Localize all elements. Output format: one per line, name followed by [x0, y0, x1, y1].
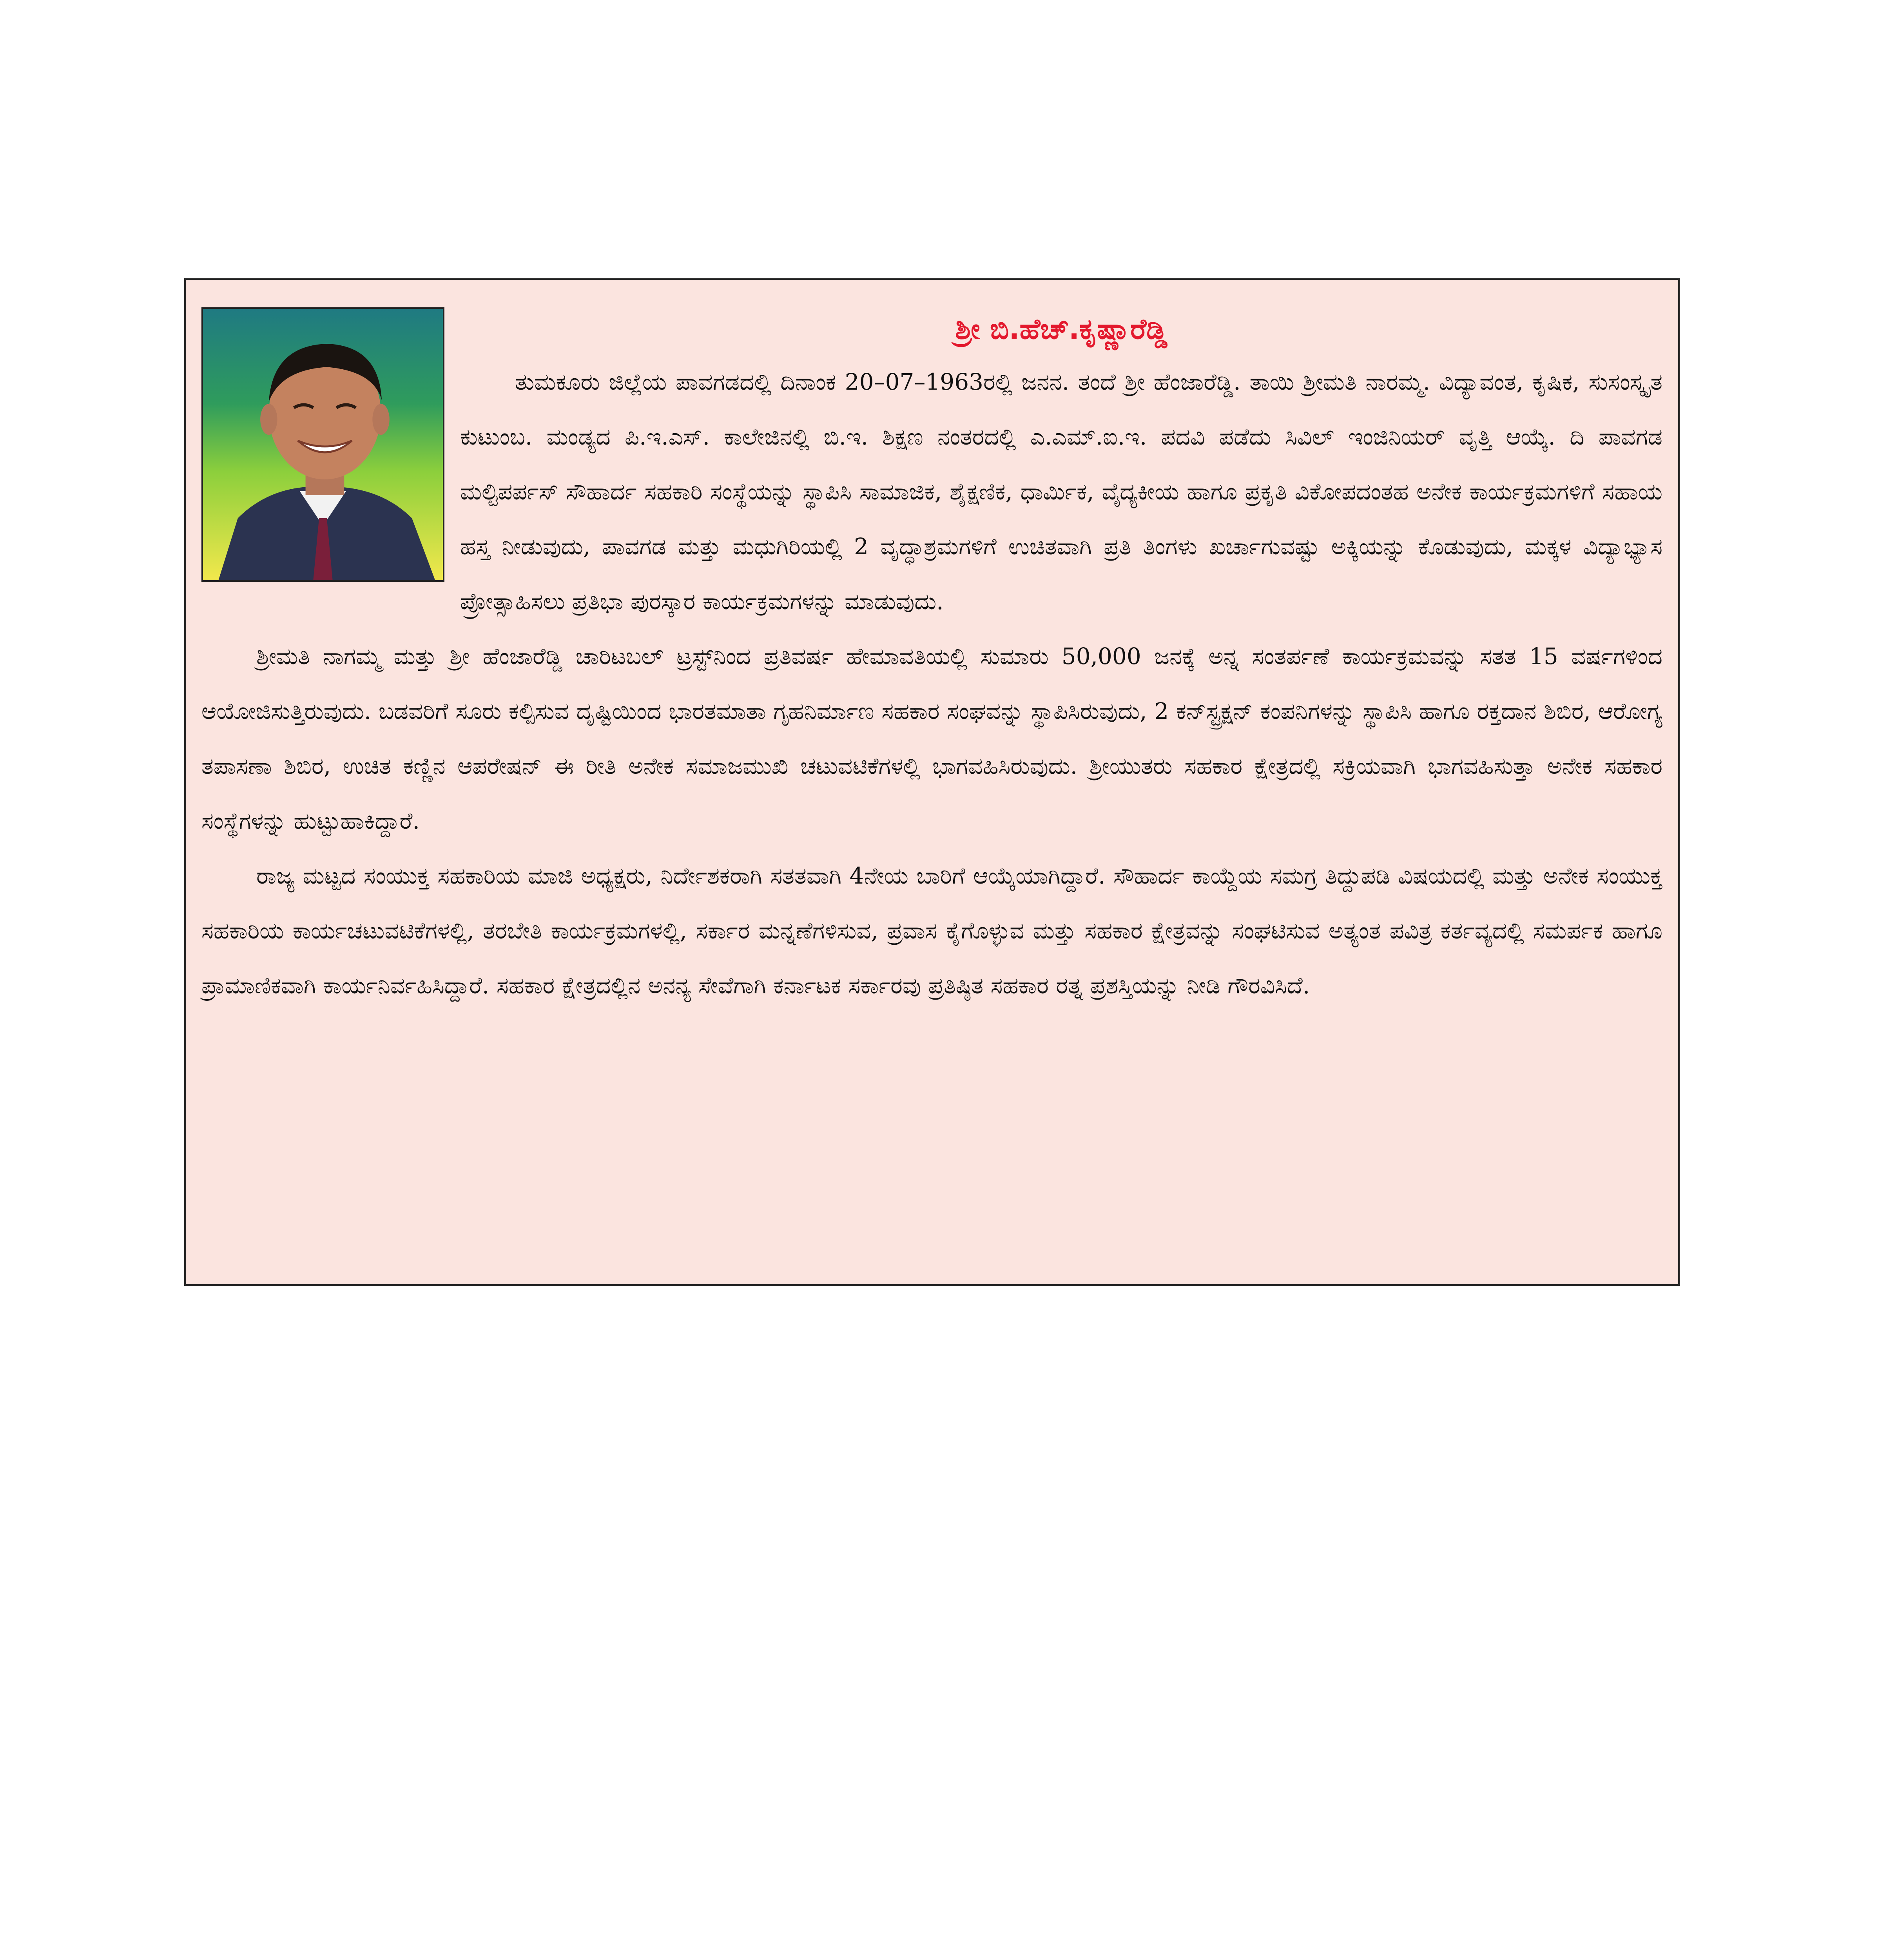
portrait-photo — [201, 307, 444, 582]
bio-paragraph-1: ತುಮಕೂರು ಜಿಲ್ಲೆಯ ಪಾವಗಡದಲ್ಲಿ ದಿನಾಂಕ 20–07–1963ರಲ್ಲಿ ಜನನ. ತಂದೆ ಶ್ರೀ ಹೆಂಜಾರೆಡ್ಡಿ. ತಾಯಿ ಶ್ರೀಮತಿ ನಾರಮ್ಮ. ವಿದ್ಯಾವಂತ, ಕೃಷಿಕ, ಸುಸಂಸ್ಕೃತ ಕುಟುಂಬ. ಮಂಡ್ಯದ ಪಿ.ಇ.ಎಸ್. ಕಾಲೇಜಿನಲ್ಲಿ ಬಿ.ಇ. ಶಿಕ್ಷಣ ನಂತರದಲ್ಲಿ ಎ.ಎಮ್.ಐ.ಇ. ಪದವಿ ಪಡೆದು ಸಿವಿಲ್ ಇಂಜಿನಿಯರ್ ವೃತ್ತಿ ಆಯ್ಕೆ. ದಿ ಪಾವಗಡ ಮಲ್ಟಿಪರ್ಪಸ್ ಸೌಹಾರ್ದ ಸಹಕಾರಿ ಸಂಸ್ಥೆಯನ್ನು ಸ್ಥಾಪಿಸಿ ಸಾಮಾಜಿಕ, ಶೈಕ್ಷಣಿಕ, ಧಾರ್ಮಿಕ, ವೈದ್ಯಕೀಯ ಹಾಗೂ ಪ್ರಕೃತಿ ವಿಕೋಪದಂತಹ ಅನೇಕ ಕಾರ್ಯಕ್ರಮಗಳಿಗೆ ಸಹಾಯ ಹಸ್ತ ನೀಡುವುದು, ಪಾವಗಡ ಮತ್ತು ಮಧುಗಿರಿಯಲ್ಲಿ 2 ವೃದ್ಧಾಶ್ರಮಗಳಿಗೆ ಉಚಿತವಾಗಿ ಪ್ರತಿ ತಿಂಗಳು ಖರ್ಚಾಗುವಷ್ಟು ಅಕ್ಕಿಯನ್ನು ಕೊಡುವುದು, ಮಕ್ಕಳ ವಿದ್ಯಾಭ್ಯಾಸ ಪ್ರೋತ್ಸಾಹಿಸಲು ಪ್ರತಿಭಾ ಪುರಸ್ಕಾರ ಕಾರ್ಯಕ್ರಮಗಳನ್ನು ಮಾಡುವುದು. — [460, 368, 1662, 615]
bio-paragraph-2: ಶ್ರೀಮತಿ ನಾಗಮ್ಮ ಮತ್ತು ಶ್ರೀ ಹೆಂಜಾರೆಡ್ಡಿ ಚಾರಿಟಬಲ್ ಟ್ರಸ್ಟ್‌ನಿಂದ ಪ್ರತಿವರ್ಷ ಹೇಮಾವತಿಯಲ್ಲಿ ಸುಮಾರು 50,000 ಜನಕ್ಕೆ ಅನ್ನ ಸಂತರ್ಪಣೆ ಕಾರ್ಯಕ್ರಮವನ್ನು ಸತತ 15 ವರ್ಷಗಳಿಂದ ಆಯೋಜಿಸುತ್ತಿರುವುದು. ಬಡವರಿಗೆ ಸೂರು ಕಲ್ಪಿಸುವ ದೃಷ್ಟಿಯಿಂದ ಭಾರತಮಾತಾ ಗೃಹನಿರ್ಮಾಣ ಸಹಕಾರ ಸಂಘವನ್ನು ಸ್ಥಾಪಿಸಿರುವುದು, 2 ಕನ್‌ಸ್ಟ್ರಕ್ಷನ್ ಕಂಪನಿಗಳನ್ನು ಸ್ಥಾಪಿಸಿ ಹಾಗೂ ರಕ್ತದಾನ ಶಿಬಿರ, ಆರೋಗ್ಯ ತಪಾಸಣಾ ಶಿಬಿರ, ಉಚಿತ ಕಣ್ಣಿನ ಆಪರೇಷನ್ ಈ ರೀತಿ ಅನೇಕ ಸಮಾಜಮುಖಿ ಚಟುವಟಿಕೆಗಳಲ್ಲಿ ಭಾಗವಹಿಸಿರುವುದು. ಶ್ರೀಯುತರು ಸಹಕಾರ ಕ್ಷೇತ್ರದಲ್ಲಿ ಸಕ್ರಿಯವಾಗಿ ಭಾಗವಹಿಸುತ್ತಾ ಅನೇಕ ಸಹಕಾರ ಸಂಸ್ಥೆಗಳನ್ನು ಹುಟ್ಟುಹಾಕಿದ್ದಾರೆ. — [201, 643, 1662, 834]
biography-box — [184, 278, 1680, 1286]
bio-title: ಶ್ರೀ ಬಿ.ಹೆಚ್.ಕೃಷ್ಣಾರೆಡ್ಡಿ — [955, 312, 1167, 345]
person-portrait-icon — [203, 309, 443, 580]
bio-paragraph-3: ರಾಜ್ಯ ಮಟ್ಟದ ಸಂಯುಕ್ತ ಸಹಕಾರಿಯ ಮಾಜಿ ಅಧ್ಯಕ್ಷರು, ನಿರ್ದೇಶಕರಾಗಿ ಸತತವಾಗಿ 4ನೇಯ ಬಾರಿಗೆ ಆಯ್ಕೆಯಾಗಿದ್ದಾರೆ. ಸೌಹಾರ್ದ ಕಾಯ್ದೆಯ ಸಮಗ್ರ ತಿದ್ದುಪಡಿ ವಿಷಯದಲ್ಲಿ ಮತ್ತು ಅನೇಕ ಸಂಯುಕ್ತ ಸಹಕಾರಿಯ ಕಾರ್ಯಚಟುವಟಿಕೆಗಳಲ್ಲಿ, ತರಬೇತಿ ಕಾರ್ಯಕ್ರಮಗಳಲ್ಲಿ, ಸರ್ಕಾರ ಮನ್ನಣೆಗಳಿಸುವ, ಪ್ರವಾಸ ಕೈಗೊಳ್ಳುವ ಮತ್ತು ಸಹಕಾರ ಕ್ಷೇತ್ರವನ್ನು ಸಂಘಟಿಸುವ ಅತ್ಯಂತ ಪವಿತ್ರ ಕರ್ತವ್ಯದಲ್ಲಿ ಸಮರ್ಪಕ ಹಾಗೂ ಪ್ರಾಮಾಣಿಕವಾಗಿ ಕಾರ್ಯನಿರ್ವಹಿಸಿದ್ದಾರೆ. ಸಹಕಾರ ಕ್ಷೇತ್ರದಲ್ಲಿನ ಅನನ್ಯ ಸೇವೆಗಾಗಿ ಕರ್ನಾಟಕ ಸರ್ಕಾರವು ಪ್ರತಿಷ್ಠಿತ ಸಹಕಾರ ರತ್ನ ಪ್ರಶಸ್ತಿಯನ್ನು ನೀಡಿ ಗೌರವಿಸಿದೆ. — [201, 862, 1662, 999]
